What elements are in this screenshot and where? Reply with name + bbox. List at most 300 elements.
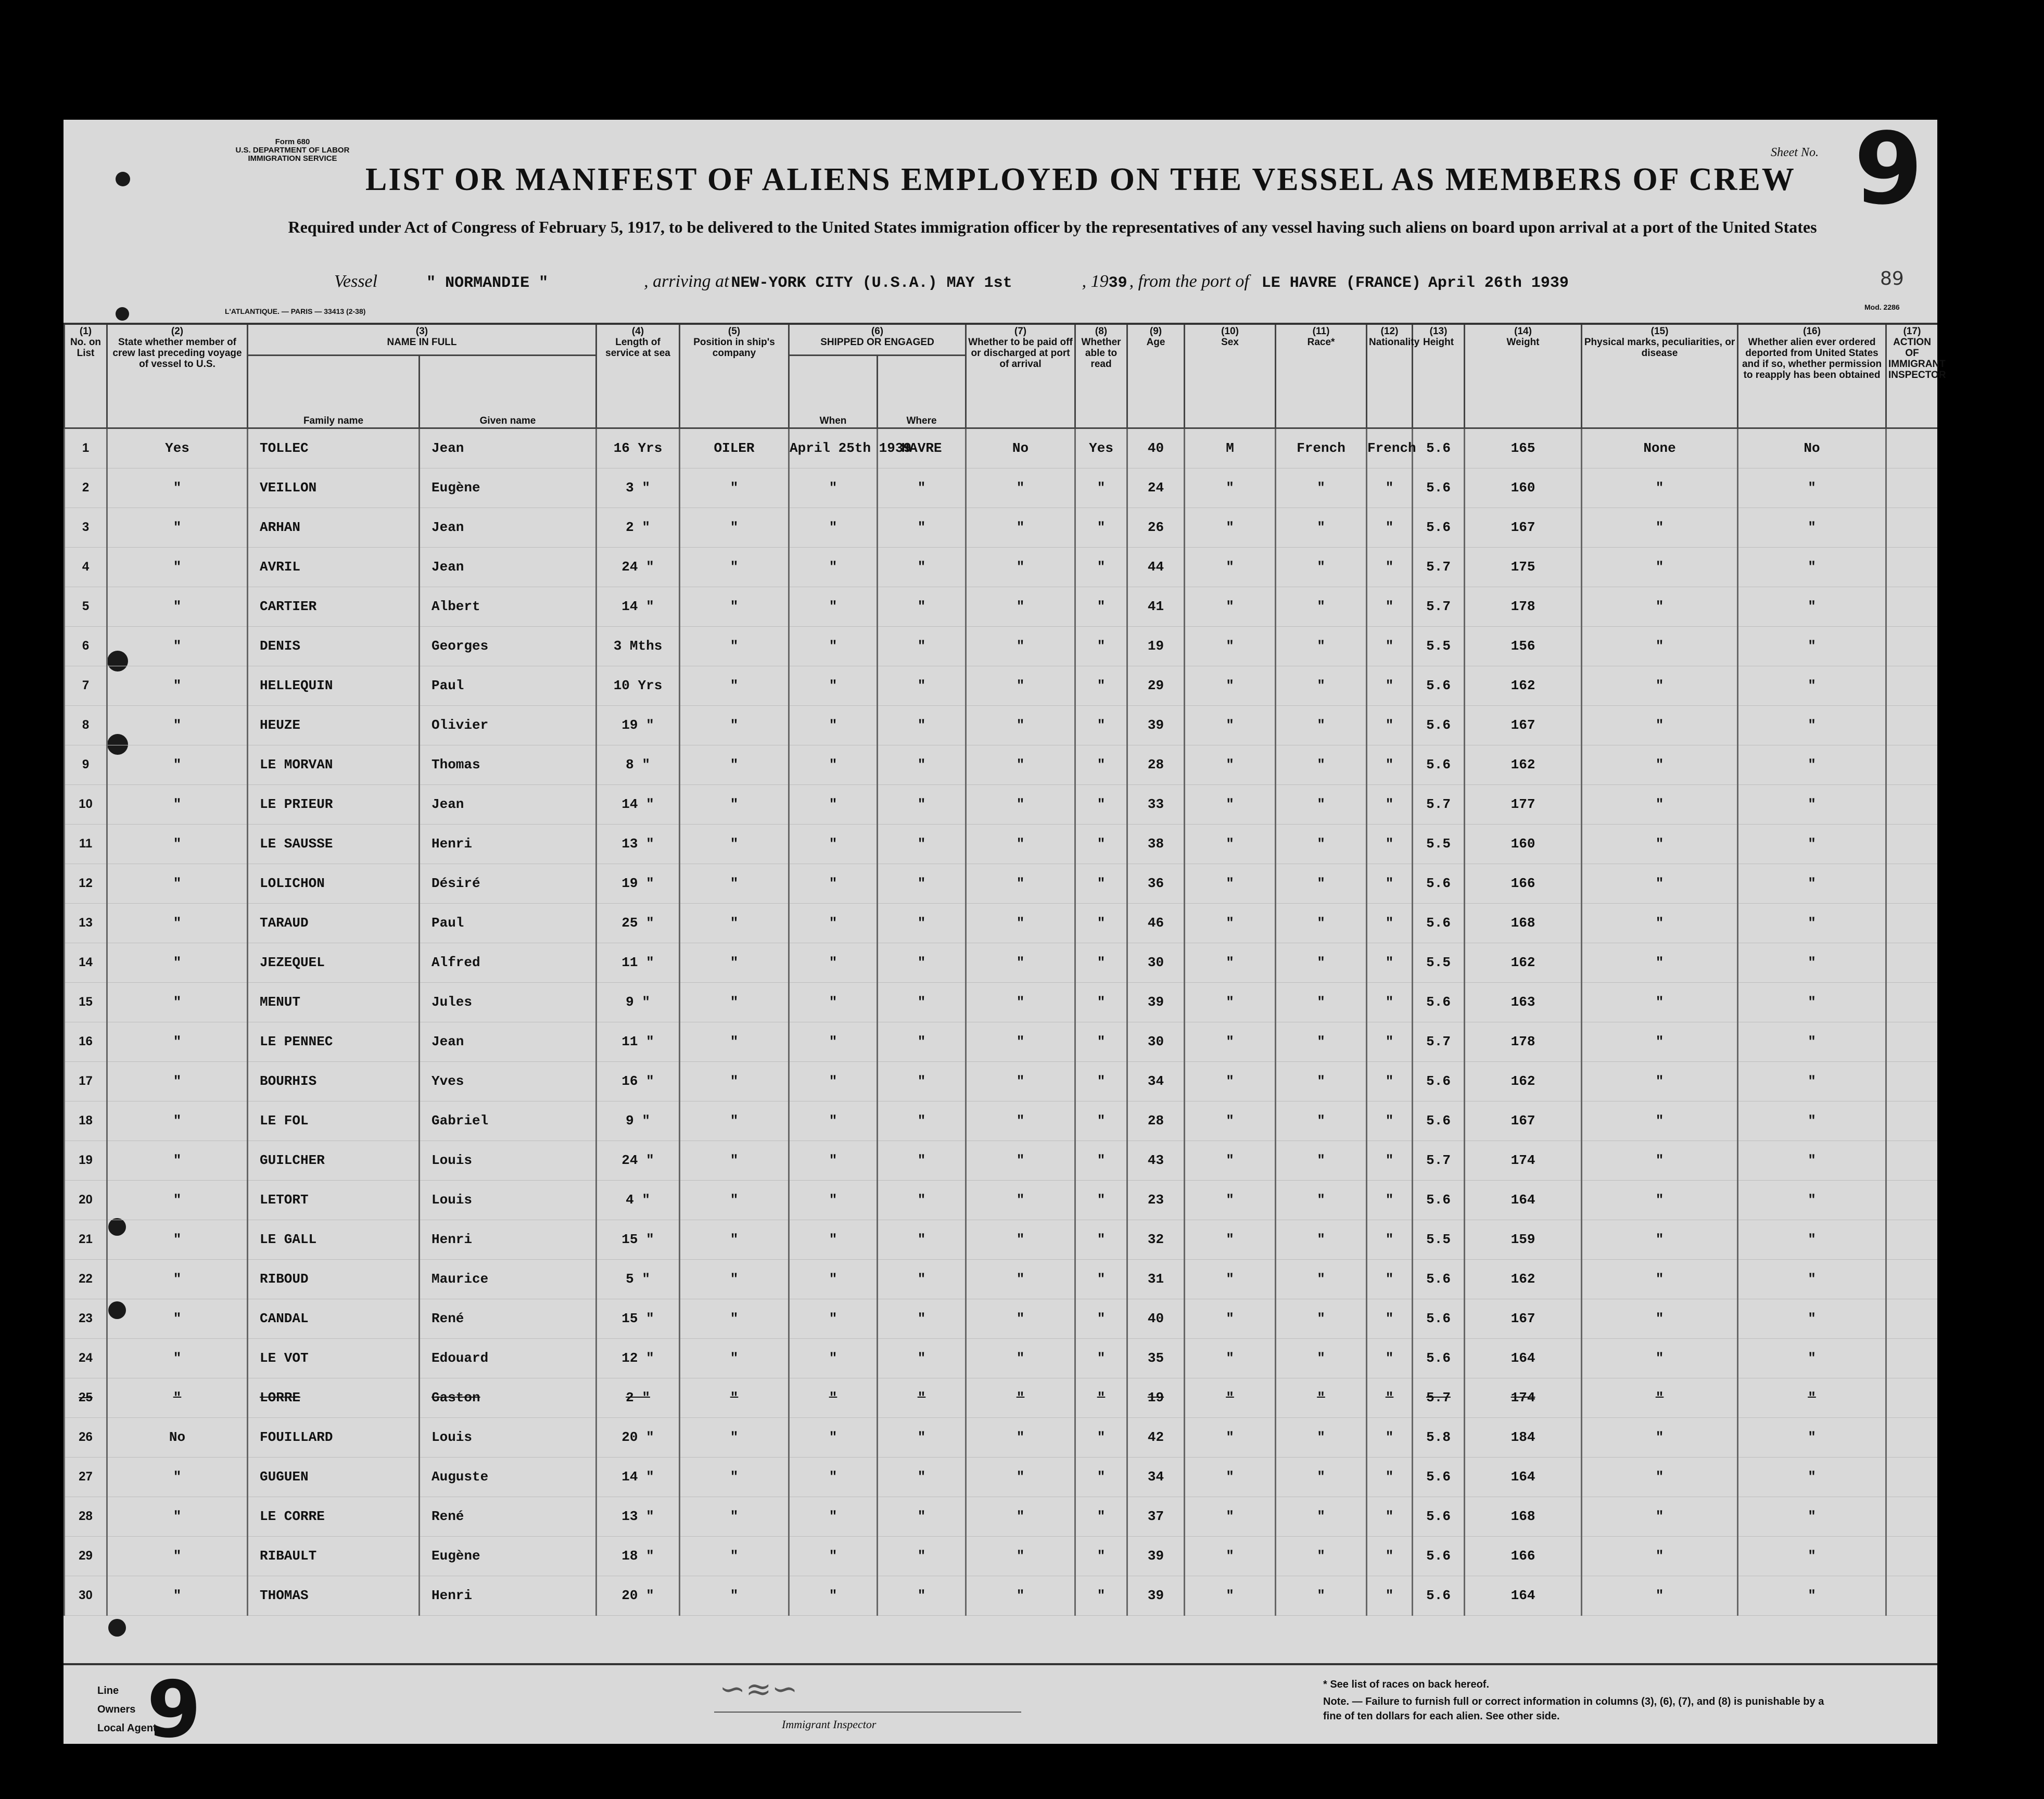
cell-where: " [878,1457,966,1497]
cell-nat: " [1367,1378,1413,1417]
cell-read: " [1075,1259,1127,1299]
cell-family: AVRIL [248,547,420,587]
cell-action [1886,1101,1937,1141]
vessel-label: Vessel [334,272,378,291]
cell-age: 39 [1127,982,1185,1022]
cell-paid: " [966,903,1075,943]
table-row [65,1497,1938,1536]
cell-prev: " [107,982,248,1022]
cell-family: THOMAS [248,1576,420,1615]
cell-nat: " [1367,1299,1413,1338]
cell-service: 15 " [596,1299,680,1338]
cell-position: " [680,1061,789,1101]
cell-race: " [1276,1417,1367,1457]
table-row [65,428,1938,468]
cell-marks: " [1582,1378,1738,1417]
cell-position: " [680,1299,789,1338]
cell-service: 20 " [596,1576,680,1615]
cell-when: " [789,508,878,547]
cell-age: 42 [1127,1417,1185,1457]
cell-where: " [878,587,966,626]
cell-deported: " [1738,626,1886,666]
cell-marks: " [1582,1497,1738,1536]
cell-family: DENIS [248,626,420,666]
signature-rule [714,1712,1021,1713]
cell-service: 20 " [596,1417,680,1457]
cell-age: 34 [1127,1457,1185,1497]
cell-where: " [878,547,966,587]
cell-weight: 178 [1465,587,1582,626]
table-row [65,1141,1938,1180]
cell-marks: " [1582,824,1738,864]
cell-action [1886,468,1937,508]
cell-family: LE SAUSSE [248,824,420,864]
cell-sex: " [1185,824,1276,864]
cell-paid: " [966,745,1075,784]
cell-height: 5.6 [1413,1497,1465,1536]
cell-weight: 164 [1465,1180,1582,1220]
table-row [65,1259,1938,1299]
cell-deported: " [1738,666,1886,705]
col-header-12: (12) Nationality [1367,324,1413,428]
cell-race: " [1276,824,1367,864]
cell-given: Albert [420,587,596,626]
cell-action [1886,1576,1937,1615]
model-number: Mod. 2286 [1864,303,1900,311]
cell-race: " [1276,1101,1367,1141]
cell-race: " [1276,943,1367,982]
cell-race: " [1276,1259,1367,1299]
table-row [65,1378,1938,1417]
cell-where: " [878,1220,966,1259]
cell-weight: 168 [1465,1497,1582,1536]
cell-no: 22 [65,1259,107,1299]
cell-weight: 174 [1465,1378,1582,1417]
cell-service: 9 " [596,982,680,1022]
cell-no: 16 [65,1022,107,1061]
cell-family: LORRE [248,1378,420,1417]
cell-sex: " [1185,666,1276,705]
cell-where: " [878,1417,966,1457]
cell-weight: 178 [1465,1022,1582,1061]
cell-marks: " [1582,1220,1738,1259]
cell-given: Paul [420,903,596,943]
cell-given: Jean [420,428,596,468]
cell-family: BOURHIS [248,1061,420,1101]
col-header-9: (9) Age [1127,324,1185,428]
cell-when: " [789,784,878,824]
cell-nat: " [1367,626,1413,666]
cell-age: 41 [1127,587,1185,626]
cell-weight: 162 [1465,745,1582,784]
cell-height: 5.6 [1413,468,1465,508]
cell-sex: " [1185,468,1276,508]
cell-paid: " [966,626,1075,666]
year-prefix: , 19 [1082,272,1109,291]
cell-paid: " [966,1536,1075,1576]
cell-given: Paul [420,666,596,705]
cell-height: 5.7 [1413,547,1465,587]
cell-family: LE GALL [248,1220,420,1259]
cell-position: OILER [680,428,789,468]
cell-weight: 184 [1465,1417,1582,1457]
cell-weight: 160 [1465,824,1582,864]
cell-where: " [878,705,966,745]
form-number: Form 680 [275,137,310,146]
cell-family: GUILCHER [248,1141,420,1180]
cell-no: 13 [65,903,107,943]
cell-nat: " [1367,1180,1413,1220]
footer-rule [64,1663,1937,1665]
cell-age: 44 [1127,547,1185,587]
cell-read: " [1075,784,1127,824]
cell-no: 6 [65,626,107,666]
cell-marks: " [1582,547,1738,587]
cell-action [1886,1180,1937,1220]
cell-no: 1 [65,428,107,468]
cell-race: " [1276,1378,1367,1417]
cell-sex: " [1185,982,1276,1022]
cell-given: Louis [420,1180,596,1220]
cell-where: " [878,1259,966,1299]
cell-prev: No [107,1417,248,1457]
agent-sheet-number: 9 [147,1665,201,1755]
cell-no: 26 [65,1417,107,1457]
cell-nat: " [1367,745,1413,784]
cell-prev: " [107,824,248,864]
subheader-family-name: Family name [248,355,420,428]
cell-read: " [1075,468,1127,508]
cell-sex: " [1185,1497,1276,1536]
printer-line: L'ATLANTIQUE. — PARIS — 33413 (2-38) [225,307,366,315]
departure-port: LE HAVRE (FRANCE) [1261,274,1421,292]
cell-no: 15 [65,982,107,1022]
cell-height: 5.6 [1413,1457,1465,1497]
cell-read: " [1075,1141,1127,1180]
cell-sex: " [1185,745,1276,784]
cell-given: Jean [420,547,596,587]
cell-no: 27 [65,1457,107,1497]
cell-given: Olivier [420,705,596,745]
cell-nat: " [1367,1457,1413,1497]
cell-action [1886,626,1937,666]
cell-prev: " [107,1022,248,1061]
cell-deported: " [1738,903,1886,943]
cell-when: " [789,587,878,626]
cell-position: " [680,864,789,903]
cell-weight: 162 [1465,666,1582,705]
cell-paid: " [966,824,1075,864]
cell-height: 5.6 [1413,508,1465,547]
cell-weight: 174 [1465,1141,1582,1180]
cell-weight: 162 [1465,943,1582,982]
cell-service: 16 Yrs [596,428,680,468]
cell-action [1886,1141,1937,1180]
cell-position: " [680,903,789,943]
table-row [65,705,1938,745]
cell-marks: " [1582,1061,1738,1101]
cell-sex: " [1185,1141,1276,1180]
col-header-14: (14) Weight [1465,324,1582,428]
col-header-16: (16) Whether alien ever ordered deported from United States and if so, whether permission to reapply has been obtained [1738,324,1886,428]
cell-sex: " [1185,784,1276,824]
cell-family: LE PENNEC [248,1022,420,1061]
cell-nat: " [1367,1536,1413,1576]
cell-age: 29 [1127,666,1185,705]
cell-service: 25 " [596,903,680,943]
cell-sex: " [1185,1259,1276,1299]
cell-race: " [1276,745,1367,784]
cell-position: " [680,1457,789,1497]
sheet-number: 9 [1854,111,1923,226]
cell-marks: " [1582,1576,1738,1615]
cell-when: " [789,903,878,943]
cell-service: 15 " [596,1220,680,1259]
cell-when: " [789,1338,878,1378]
cell-family: LETORT [248,1180,420,1220]
cell-where: " [878,666,966,705]
form-department: U.S. DEPARTMENT OF LABOR [235,146,350,155]
cell-given: Henri [420,1220,596,1259]
cell-family: HEUZE [248,705,420,745]
cell-deported: " [1738,1220,1886,1259]
col-header-11: (11) Race* [1276,324,1367,428]
cell-prev: " [107,1378,248,1417]
cell-family: JEZEQUEL [248,943,420,982]
cell-service: 11 " [596,1022,680,1061]
cell-deported: " [1738,1576,1886,1615]
cell-marks: " [1582,1259,1738,1299]
cell-nat: " [1367,587,1413,626]
cell-read: " [1075,824,1127,864]
cell-marks: " [1582,508,1738,547]
cell-no: 3 [65,508,107,547]
cell-action [1886,1378,1937,1417]
cell-nat: " [1367,1061,1413,1101]
cell-height: 5.6 [1413,903,1465,943]
cell-marks: " [1582,1022,1738,1061]
local-agent-label: Local Agent [97,1722,157,1734]
cell-race: " [1276,1576,1367,1615]
cell-when: " [789,1497,878,1536]
from-label: , from the port of [1129,272,1249,291]
cell-no: 18 [65,1101,107,1141]
cell-weight: 156 [1465,626,1582,666]
cell-sex: " [1185,1457,1276,1497]
cell-deported: " [1738,824,1886,864]
cell-no: 9 [65,745,107,784]
cell-marks: " [1582,1536,1738,1576]
cell-service: 9 " [596,1101,680,1141]
cell-position: " [680,1497,789,1536]
cell-where: " [878,1576,966,1615]
cell-height: 5.7 [1413,1022,1465,1061]
cell-age: 34 [1127,1061,1185,1101]
cell-marks: " [1582,468,1738,508]
cell-service: 14 " [596,784,680,824]
cell-given: René [420,1299,596,1338]
cell-no: 21 [65,1220,107,1259]
table-row [65,784,1938,824]
cell-sex: " [1185,626,1276,666]
cell-where: " [878,745,966,784]
cell-deported: " [1738,468,1886,508]
table-row [65,1576,1938,1615]
cell-position: " [680,1417,789,1457]
cell-marks: " [1582,1101,1738,1141]
cell-read: " [1075,943,1127,982]
note [1323,1694,1844,1724]
col-header-4: (4) Length of service at sea [596,324,680,428]
cell-service: 14 " [596,1457,680,1497]
cell-read: " [1075,1417,1127,1457]
cell-prev: " [107,1457,248,1497]
cell-family: CARTIER [248,587,420,626]
cell-deported: " [1738,1299,1886,1338]
cell-weight: 167 [1465,705,1582,745]
cell-paid: No [966,428,1075,468]
cell-given: Edouard [420,1338,596,1378]
cell-paid: " [966,547,1075,587]
cell-where: " [878,1299,966,1338]
cell-when: " [789,1299,878,1338]
cell-when: " [789,1259,878,1299]
cell-paid: " [966,1299,1075,1338]
cell-nat: " [1367,705,1413,745]
cell-age: 28 [1127,1101,1185,1141]
table-row [65,1101,1938,1141]
cell-prev: " [107,745,248,784]
cell-age: 19 [1127,626,1185,666]
cell-when: April 25th 1939 [789,428,878,468]
cell-deported: No [1738,428,1886,468]
table-row [65,864,1938,903]
cell-marks: " [1582,1299,1738,1338]
cell-weight: 167 [1465,1101,1582,1141]
cell-race: French [1276,428,1367,468]
cell-paid: " [966,1180,1075,1220]
cell-prev: " [107,903,248,943]
cell-nat: " [1367,784,1413,824]
cell-deported: " [1738,1180,1886,1220]
cell-when: " [789,824,878,864]
cell-sex: M [1185,428,1276,468]
cell-marks: " [1582,626,1738,666]
cell-no: 29 [65,1536,107,1576]
cell-when: " [789,666,878,705]
cell-marks: " [1582,903,1738,943]
cell-age: 39 [1127,705,1185,745]
cell-action [1886,1417,1937,1457]
cell-prev: " [107,705,248,745]
cell-age: 23 [1127,1180,1185,1220]
cell-given: Louis [420,1417,596,1457]
cell-service: 3 Mths [596,626,680,666]
form-service: IMMIGRATION SERVICE [248,154,337,163]
cell-height: 5.5 [1413,1220,1465,1259]
cell-sex: " [1185,1299,1276,1338]
note-label: Note. [1323,1696,1349,1707]
cell-prev: " [107,547,248,587]
subheader-where: Where [878,355,966,428]
cell-action [1886,1220,1937,1259]
cell-where: " [878,1022,966,1061]
cell-sex: " [1185,1576,1276,1615]
cell-position: " [680,1378,789,1417]
cell-when: " [789,1457,878,1497]
cell-race: " [1276,864,1367,903]
cell-read: " [1075,508,1127,547]
cell-marks: " [1582,705,1738,745]
cell-read: " [1075,1338,1127,1378]
cell-race: " [1276,1338,1367,1378]
cell-age: 39 [1127,1576,1185,1615]
cell-where: " [878,903,966,943]
cell-when: " [789,705,878,745]
table-row [65,666,1938,705]
table-row [65,547,1938,587]
cell-marks: " [1582,1338,1738,1378]
owners-label: Owners [97,1704,136,1715]
cell-prev: " [107,1180,248,1220]
cell-nat: " [1367,824,1413,864]
cell-paid: " [966,1338,1075,1378]
cell-read: " [1075,1576,1127,1615]
cell-action [1886,1497,1937,1536]
cell-paid: " [966,864,1075,903]
cell-when: " [789,1022,878,1061]
cell-family: TOLLEC [248,428,420,468]
form-issuer [220,138,365,163]
cell-read: " [1075,1220,1127,1259]
cell-weight: 159 [1465,1220,1582,1259]
cell-action [1886,705,1937,745]
cell-position: " [680,1259,789,1299]
cell-deported: " [1738,982,1886,1022]
cell-sex: " [1185,1101,1276,1141]
cell-no: 17 [65,1061,107,1101]
cell-service: 13 " [596,1497,680,1536]
cell-race: " [1276,547,1367,587]
cell-age: 35 [1127,1338,1185,1378]
cell-family: VEILLON [248,468,420,508]
cell-weight: 162 [1465,1061,1582,1101]
table-row [65,1022,1938,1061]
cell-weight: 160 [1465,468,1582,508]
cell-given: Gabriel [420,1101,596,1141]
cell-family: GUGUEN [248,1457,420,1497]
cell-age: 46 [1127,903,1185,943]
cell-height: 5.8 [1413,1417,1465,1457]
cell-where: " [878,1141,966,1180]
cell-paid: " [966,705,1075,745]
cell-prev: " [107,1220,248,1259]
cell-paid: " [966,943,1075,982]
cell-action [1886,824,1937,864]
cell-height: 5.6 [1413,1061,1465,1101]
cell-action [1886,1061,1937,1101]
cell-read: " [1075,1061,1127,1101]
cell-race: " [1276,1457,1367,1497]
cell-nat: French [1367,428,1413,468]
note-text: — Failure to furnish full or correct information in columns (3), (6), (7), and (8) is punishable by a fine of ten dollars for each alien. See other side. [1323,1696,1824,1722]
cell-given: Jean [420,508,596,547]
cell-position: " [680,468,789,508]
cell-height: 5.6 [1413,1180,1465,1220]
vessel-line [334,272,1885,298]
cell-age: 26 [1127,508,1185,547]
cell-position: " [680,824,789,864]
